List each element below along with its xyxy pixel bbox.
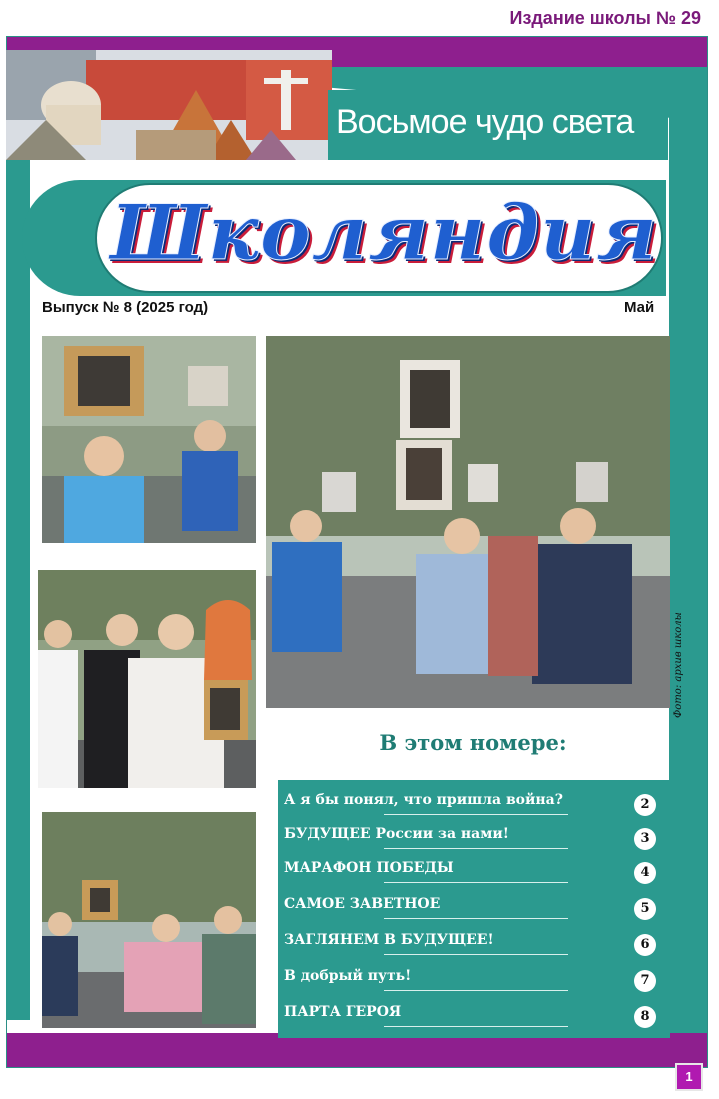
toc-page-badge: 6 [634,934,656,956]
toc-item[interactable] [278,956,670,990]
toc-item-underline [384,990,568,991]
tagline: Восьмое чудо света [336,103,634,141]
toc-item[interactable] [278,780,670,814]
toc-page-badge: 3 [634,828,656,850]
toc-item-title: ЗАГЛЯНЕМ В БУДУЩЕЕ! [284,932,494,948]
toc-item-title: ПАРТА ГЕРОЯ [284,1004,402,1020]
table-of-contents [278,780,670,1038]
toc-item[interactable] [278,848,670,882]
photo-children-parade [42,812,256,1028]
toc-item-underline [384,882,568,883]
toc-item[interactable] [278,920,670,954]
toc-page-badge: 2 [634,794,656,816]
toc-item[interactable] [278,884,670,918]
toc-item[interactable] [278,992,670,1026]
toc-page-badge: 7 [634,970,656,992]
toc-item-title: В добрый путь! [284,968,412,984]
issue-number: Выпуск № 8 (2025 год) [42,299,209,316]
contents-heading: В этом номере: [379,730,567,755]
photo-boy-with-portrait [42,336,256,543]
photo-credit-text: Фото: архив школы [673,612,684,718]
newspaper-title: Школяндия [110,188,658,277]
toc-item-title: А я бы понял, что пришла война? [284,792,563,808]
page-number-badge: 1 [675,1063,703,1091]
photo-girls-with-portrait [38,570,256,788]
toc-item-underline [384,1026,568,1027]
toc-item[interactable] [278,814,670,848]
toc-page-badge: 8 [634,1006,656,1028]
toc-page-badge: 4 [634,862,656,884]
wonders-collage-image [6,50,332,160]
toc-item-underline [384,918,568,919]
toc-item-underline [384,954,568,955]
bottom-purple-band [7,1033,707,1067]
toc-item-title: БУДУЩЕЕ России за нами! [284,826,509,842]
issue-month: Май [624,299,655,316]
photo-immortal-regiment-march [266,336,670,708]
publisher-label: Издание школы № 29 [509,8,701,28]
toc-page-badge: 5 [634,898,656,920]
toc-item-title: САМОЕ ЗАВЕТНОЕ [284,896,441,912]
toc-item-title: МАРАФОН ПОБЕДЫ [284,860,454,876]
photo-credit [671,600,687,720]
